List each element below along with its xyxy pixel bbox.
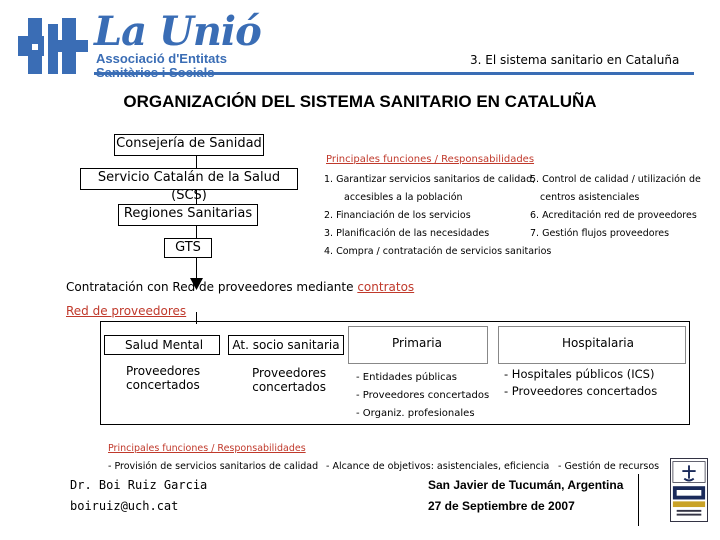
la-unio-logo-icon — [18, 14, 88, 80]
primaria-list — [356, 369, 489, 423]
primaria-item-3: - Organiz. profesionales — [356, 408, 475, 419]
primaria-item-1: - Entidades públicas — [356, 372, 457, 383]
provider-function-2: - Alcance de objetivos: asistenciales, eficiencia — [326, 461, 550, 472]
provider-function-3: - Gestión de recursos — [558, 461, 660, 472]
function-5a: 5. Control de calidad / utilización de — [530, 174, 701, 185]
prov-mid-line1: Proveedores — [252, 366, 327, 380]
regiones-box — [118, 204, 258, 226]
provider-functions-heading: Principales funciones / Responsabilidades — [108, 443, 306, 454]
page-title: ORGANIZACIÓN DEL SISTEMA SANITARIO EN CATALUÑA — [123, 92, 597, 111]
functions-heading: Principales funciones / Responsabilidades — [326, 154, 535, 165]
hospitalaria-item-2: - Proveedores concertados — [504, 384, 658, 398]
logo-title: La Unió — [94, 8, 261, 55]
logo-subtitle-line1: Associació d'Entitats — [96, 51, 227, 66]
prov-mid-line2: concertados — [252, 380, 326, 394]
primaria-item-2: - Proveedores concertados — [356, 390, 490, 401]
function-7: 7. Gestión flujos proveedores — [530, 228, 670, 239]
at-socio-box — [228, 335, 344, 355]
prov-left — [126, 364, 200, 392]
contract-text: Contratación con Red de proveedores mediante — [66, 280, 358, 294]
contract-line — [66, 280, 414, 294]
hospitalaria-item-1: - Hospitales públicos (ICS) — [504, 367, 655, 381]
regiones-label: Regiones Sanitarias — [123, 206, 253, 221]
consejeria-box — [114, 134, 264, 156]
gts-label: GTS — [175, 240, 201, 255]
function-4: 4. Compra / contratación de servicios sanitarios — [324, 246, 552, 257]
function-1b: accesibles a la población — [344, 192, 463, 203]
provider-network-link[interactable]: Red de proveedores — [66, 304, 187, 318]
prov-left-line2: concertados — [126, 378, 200, 392]
function-6: 6. Acreditación red de proveedores — [530, 210, 697, 221]
servicio-box — [80, 168, 298, 203]
event-place: San Javier de Tucumán, Argentina — [428, 478, 624, 492]
function-3: 3. Planificación de las necesidades — [324, 228, 490, 239]
gts-box — [164, 238, 212, 258]
dnv-certification-icon — [670, 458, 708, 522]
function-2: 2. Financiación de los servicios — [324, 210, 471, 221]
author-email[interactable]: boiruiz@uch.cat — [70, 499, 179, 513]
logo-subtitle — [96, 52, 227, 80]
salud-mental-label: Salud Mental — [125, 338, 204, 352]
primaria-heading: Primaria — [392, 336, 442, 350]
provider-function-1: - Provisión de servicios sanitarios de calidad — [108, 461, 319, 472]
network-connector — [196, 312, 197, 324]
hospitalaria-list — [504, 366, 657, 400]
servicio-label: Servicio Catalán de la Salud (SCS) — [97, 170, 281, 203]
author-name: Dr. Boi Ruiz Garcia — [70, 478, 208, 492]
contracts-link[interactable]: contratos — [357, 280, 415, 294]
salud-mental-box — [104, 335, 220, 355]
event-date: 27 de Septiembre de 2007 — [428, 499, 575, 513]
consejeria-label: Consejería de Sanidad — [116, 136, 262, 151]
prov-left-line1: Proveedores — [126, 364, 201, 378]
header-divider — [94, 72, 694, 75]
section-title: 3. El sistema sanitario en Cataluña — [470, 53, 680, 67]
function-1a: 1. Garantizar servicios sanitarios de calidad, — [324, 174, 536, 185]
hospitalaria-heading: Hospitalaria — [562, 336, 634, 350]
prov-mid — [252, 366, 326, 394]
footer-divider — [638, 474, 639, 526]
at-socio-label: At. socio sanitaria — [232, 338, 340, 352]
function-5b: centros asistenciales — [540, 192, 640, 203]
network-top-spacer — [100, 321, 196, 322]
